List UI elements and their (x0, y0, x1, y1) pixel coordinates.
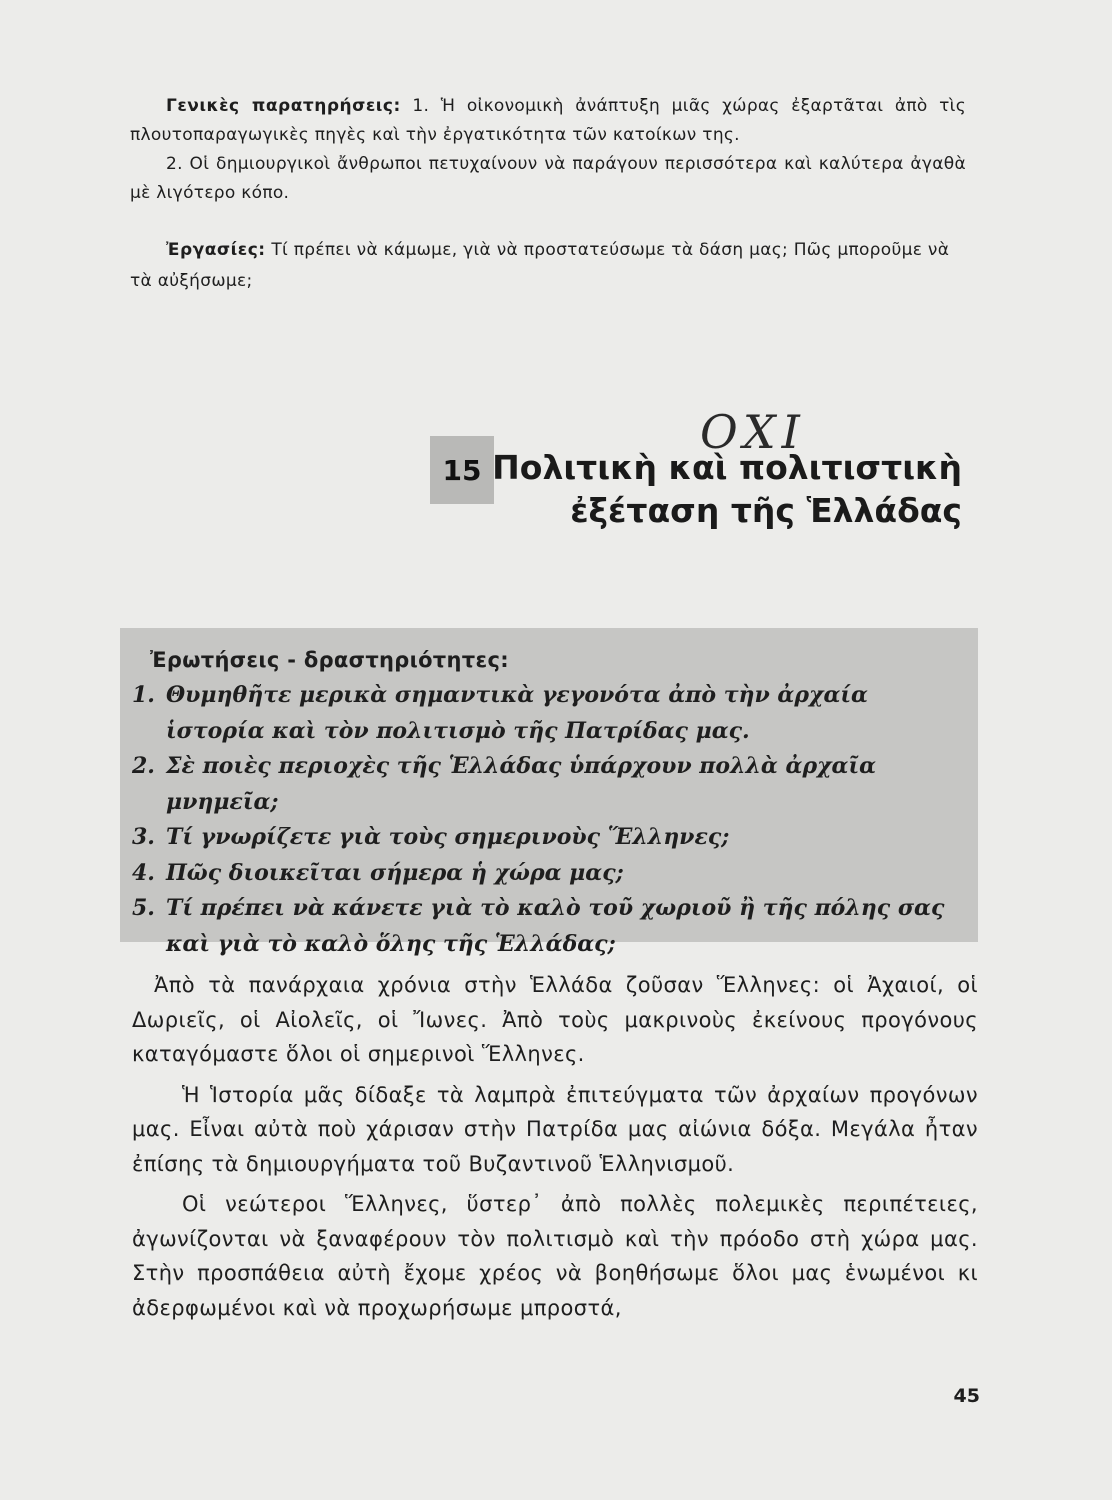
questions-heading: Ἐρωτήσεις - δραστηριότητες: (150, 648, 509, 672)
body-paragraph-2: Ἡ Ἱστορία μᾶς δίδαξε τὰ λαμπρὰ ἐπιτεύγματα τῶν ἀρχαίων προγόνων μας. Εἶναι αὐτὰ ποὺ χάρισαν στὴν Πατρίδα μας αἰώνια δόξα. Μεγάλα ἦταν ἐπίσης τὰ δημιουργήματα τοῦ Βυζαντινοῦ Ἑλληνισμοῦ. (132, 1082, 978, 1176)
tasks-section (130, 235, 966, 297)
remarks-label: Γενικὲς παρατηρήσεις: (166, 96, 401, 116)
question-number: 4. (132, 859, 155, 886)
question-number: 5. (132, 895, 155, 921)
body-paragraph-1: Ἀπὸ τὰ πανάρχαια χρόνια στὴν Ἑλλάδα ζοῦσαν Ἕλληνες: οἱ Ἀχαιοί, οἱ Δωριεῖς, οἱ Αἰολεῖς, οἱ Ἴωνες. Ἀπὸ τοὺς μακρινοὺς ἐκείνους προγόνους καταγόμαστε ὅλοι οἱ σημερινοὶ Ἕλληνες. (132, 973, 978, 1066)
question-text: Σὲ ποιὲς περιοχὲς τῆς Ἑλλάδας ὑπάρχουν πολλὰ ἀρχαῖα μνημεῖα; (166, 753, 877, 815)
remarks-text-1: 1. Ἡ οἰκονομικὴ ἀνάπτυξη μιᾶς χώρας ἐξαρτᾶται ἀπὸ τὶς πλουτοπαραγωγικὲς πηγὲς καὶ τὴν ἐργατικότητα τῶν κατοίκων της. (130, 96, 966, 145)
question-item (132, 856, 962, 892)
question-item (132, 749, 962, 820)
question-text: Τί γνωρίζετε γιὰ τοὺς σημερινοὺς Ἕλληνες; (166, 824, 730, 850)
question-text: Θυμηθῆτε μερικὰ σημαντικὰ γεγονότα ἀπὸ τὴν ἀρχαία ἱστορία καὶ τὸν πολιτισμὸ τῆς Πατρίδας μας. (166, 682, 868, 744)
question-text: Πῶς διοικεῖται σήμερα ἡ χώρα μας; (166, 859, 624, 886)
questions-list (132, 678, 962, 962)
lesson-title-line-1: Πολιτικὴ καὶ πολιτιστικὴ (492, 448, 962, 487)
lesson-title-line-2: ἐξέταση τῆς Ἑλλάδας (570, 491, 962, 530)
lesson-body (132, 968, 978, 1331)
general-remarks (130, 92, 966, 208)
body-paragraph-3: Οἱ νεώτεροι Ἕλληνες, ὕστερ᾽ ἀπὸ πολλὲς πολεμικὲς περιπέτειες, ἀγωνίζονται νὰ ξαναφέρουν τὸν πολιτισμὸ καὶ τὴν πρόοδο στὴ χώρα μας. Στὴν προσπάθεια αὐτὴ ἔχομε χρέος νὰ βοηθήσωμε ὅλοι μας ἑνωμένοι κι ἀδερφωμένοι καὶ νὰ προχωρήσωμε μπροστά, (132, 1192, 978, 1320)
question-item (132, 820, 962, 856)
question-text: Τί πρέπει νὰ κάνετε γιὰ τὸ καλὸ τοῦ χωριοῦ ἢ τῆς πόλης σας καὶ γιὰ τὸ καλὸ ὅλης τῆς Ἑλλάδας; (166, 895, 945, 957)
tasks-text: Τί πρέπει νὰ κάμωμε, γιὰ νὰ προστατεύσωμε τὰ δάση μας; Πῶς μποροῦμε νὰ τὰ αὐξήσωμε; (130, 240, 950, 291)
tasks-label: Ἐργασίες: (166, 240, 266, 260)
question-number: 1. (132, 682, 155, 708)
lesson-title (492, 446, 962, 532)
page-number: 45 (953, 1385, 980, 1407)
question-number: 3. (132, 824, 155, 850)
tasks-paragraph (130, 235, 966, 297)
lesson-number-badge: 15 (430, 436, 494, 504)
remarks-paragraph-1 (130, 92, 966, 150)
question-number: 2. (132, 753, 155, 779)
question-item (132, 891, 962, 962)
question-item (132, 678, 962, 749)
remarks-text-2: 2. Οἱ δημιουργικοὶ ἄνθρωποι πετυχαίνουν νὰ παράγουν περισσότερα καὶ καλύτερα ἀγαθὰ μὲ λιγότερο κόπο. (130, 154, 966, 203)
handwritten-note: OXI (700, 405, 806, 459)
